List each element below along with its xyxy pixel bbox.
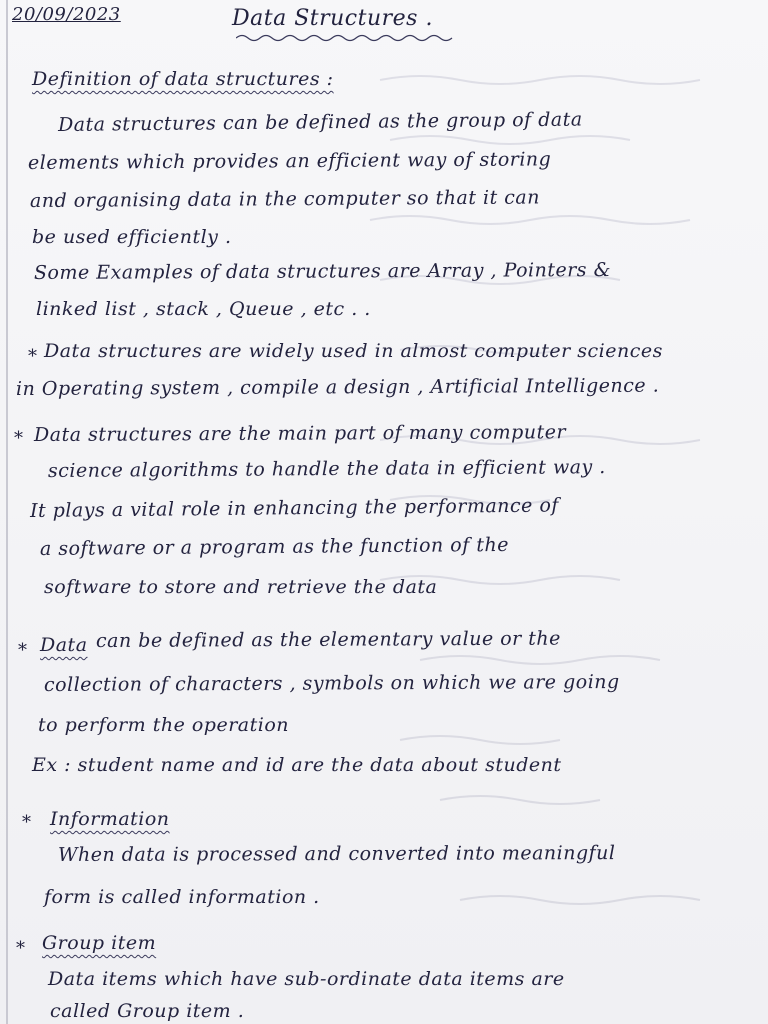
bullet-marker: * (18, 640, 27, 661)
text-line: Data structures can be defined as the group of data (57, 108, 583, 136)
text-line: and organising data in the computer so that it can (29, 186, 540, 212)
text-line: to perform the operation (38, 714, 290, 736)
text-line: It plays a vital role in enhancing the performance of (29, 494, 559, 522)
text-line: science algorithms to handle the data in efficient way . (47, 456, 606, 482)
page-title: Data Structures . (232, 6, 433, 31)
text-line: elements which provides an efficient way of storing (27, 148, 552, 174)
text-line: be used efficiently . (32, 226, 232, 248)
text-line: linked list , stack , Queue , etc . . (36, 298, 371, 320)
page-margin-line (6, 0, 8, 1024)
bullet-marker: * (14, 428, 23, 449)
text-line: Data structures are widely used in almost computer sciences (44, 340, 663, 362)
text-line: can be defined as the elementary value or the (95, 627, 561, 652)
bullet-marker: * (28, 346, 37, 367)
text-line: Data structures are the main part of many computer (33, 421, 567, 446)
text-line: When data is processed and converted into meaningful (57, 842, 616, 866)
group-item-heading: Group item (42, 932, 157, 954)
information-heading: Information (50, 808, 170, 830)
text-line: called Group item . (50, 1000, 245, 1022)
definition-heading: Definition of data structures : (32, 68, 334, 90)
data-term: Data (40, 634, 88, 656)
text-line: form is called information . (44, 886, 320, 908)
text-line: Some Examples of data structures are Array , Pointers & (33, 258, 612, 284)
note-date: 20/09/2023 (12, 4, 121, 25)
text-line: collection of characters , symbols on which we are going (43, 670, 620, 696)
text-line: Data items which have sub-ordinate data items are (48, 968, 565, 990)
text-line: a software or a program as the function of the (39, 533, 509, 560)
example-line: Ex : student name and id are the data about student (32, 754, 562, 776)
bullet-marker: * (22, 812, 31, 833)
bullet-marker: * (16, 938, 25, 959)
text-line: software to store and retrieve the data (44, 576, 438, 598)
title-decorative-underline (236, 34, 458, 42)
text-line: in Operating system , compile a design , Artificial Intelligence . (15, 374, 660, 400)
